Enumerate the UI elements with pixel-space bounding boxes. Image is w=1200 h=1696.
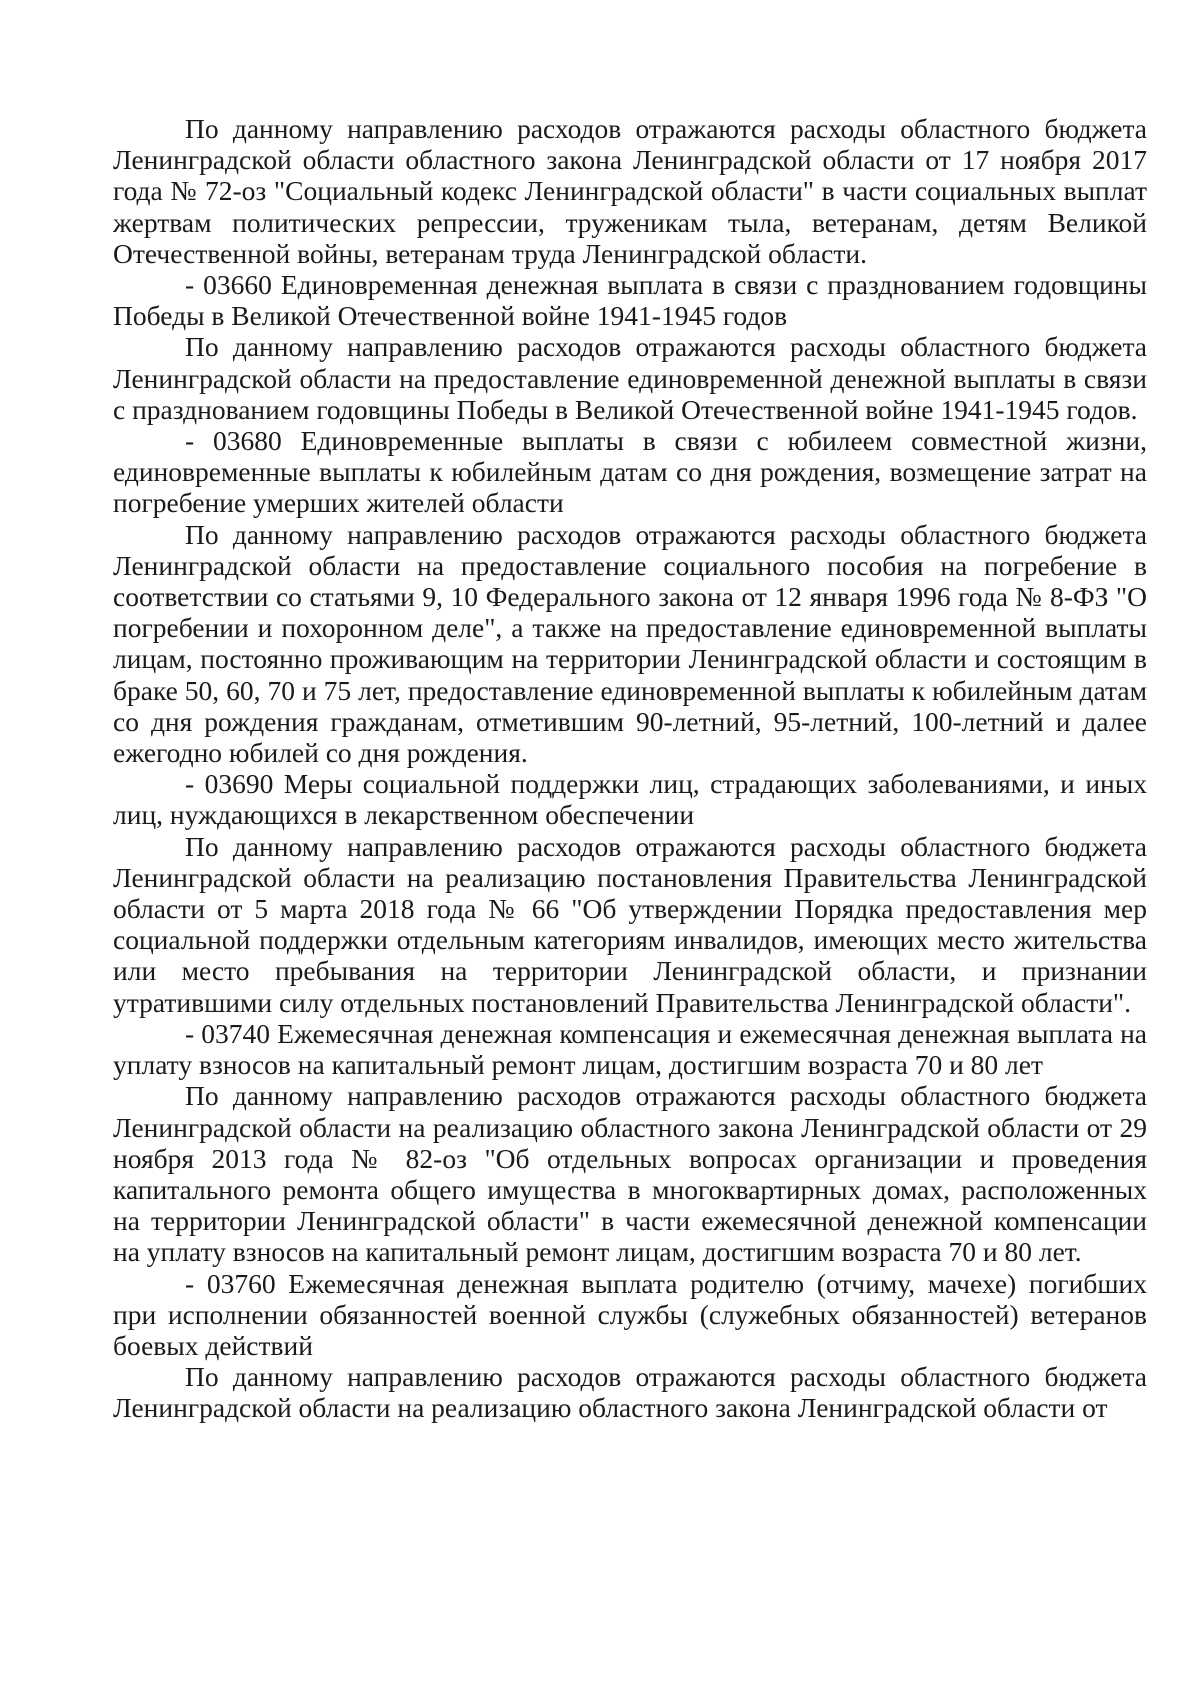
- paragraph-1: По данному направлению расходов отражаются расходы областного бюджета Ленинградской области областного закона Ленинградской области от 17 ноября 2017 года № 72-оз "Социальный кодекс Ленинградской области" в части социальных выплат жертвам политических репрессии, труженикам тыла, ветеранам, детям Великой Отечественной войны, ветеранам труда Ленинградской области.: [113, 113, 1147, 269]
- item-03740-heading: - 03740 Ежемесячная денежная компенсация и ежемесячная денежная выплата на уплату взносов на капитальный ремонт лицам, достигшим возраста 70 и 80 лет: [113, 1017, 1147, 1081]
- document-body: [113, 113, 1147, 1424]
- item-03760-heading: - 03760 Ежемесячная денежная выплата родителю (отчиму, мачехе) погибших при исполнении обязанностей военной службы (служебных обязанностей) ветеранов боевых действий: [113, 1267, 1147, 1361]
- paragraph-03760-description: По данному направлению расходов отражаются расходы областного бюджета Ленинградской области на реализацию областного закона Ленинградской области от: [113, 1361, 1147, 1424]
- item-03680-heading: - 03680 Единовременные выплаты в связи с юбилеем совместной жизни, единовременные выплаты к юбилейным датам со дня рождения, возмещение затрат на погребение умерших жителей области: [113, 425, 1147, 519]
- paragraph-03680-description: По данному направлению расходов отражаются расходы областного бюджета Ленинградской области на предоставление социального пособия на погребение в соответствии со статьями 9, 10 Федерального закона от 12 января 1996 года № 8-ФЗ "О погребении и похоронном деле", а также на предоставление единовременной выплаты лицам, постоянно проживающим на территории Ленинградской области и состоящим в браке 50, 60, 70 и 75 лет, предоставление единовременной выплаты к юбилейным датам со дня рождения гражданам, отметившим 90-летний, 95-летний, 100-летний и далее ежегодно юбилей со дня рождения.: [113, 518, 1147, 769]
- paragraph-03660-description: По данному направлению расходов отражаются расходы областного бюджета Ленинградской области на предоставление единовременной денежной выплаты в связи с празднованием годовщины Победы в Великой Отечественной войне 1941-1945 годов.: [113, 331, 1147, 425]
- item-03660-heading: - 03660 Единовременная денежная выплата в связи с празднованием годовщины Победы в Великой Отечественной войне 1941-1945 годов: [113, 269, 1147, 332]
- paragraph-03690-description: По данному направлению расходов отражаются расходы областного бюджета Ленинградской области на реализацию постановления Правительства Ленинградской области от 5 марта 2018 года № 66 "Об утверждении Порядка предоставления мер социальной поддержки отдельным категориям инвалидов, имеющих место жительства или место пребывания на территории Ленинградской области, и признании утратившими силу отдельных постановлений Правительства Ленинградской области".: [113, 830, 1147, 1018]
- paragraph-03740-description: По данному направлению расходов отражаются расходы областного бюджета Ленинградской области на реализацию областного закона Ленинградской области от 29 ноября 2013 года № 82-оз "Об отдельных вопросах организации и проведения капитального ремонта общего имущества в многоквартирных домах, расположенных на территории Ленинградской области" в части ежемесячной денежной компенсации на уплату взносов на капитальный ремонт лицам, достигшим возраста 70 и 80 лет.: [113, 1080, 1147, 1268]
- item-03690-heading: - 03690 Меры социальной поддержки лиц, страдающих заболеваниями, и иных лиц, нуждающихся в лекарственном обеспечении: [113, 768, 1147, 831]
